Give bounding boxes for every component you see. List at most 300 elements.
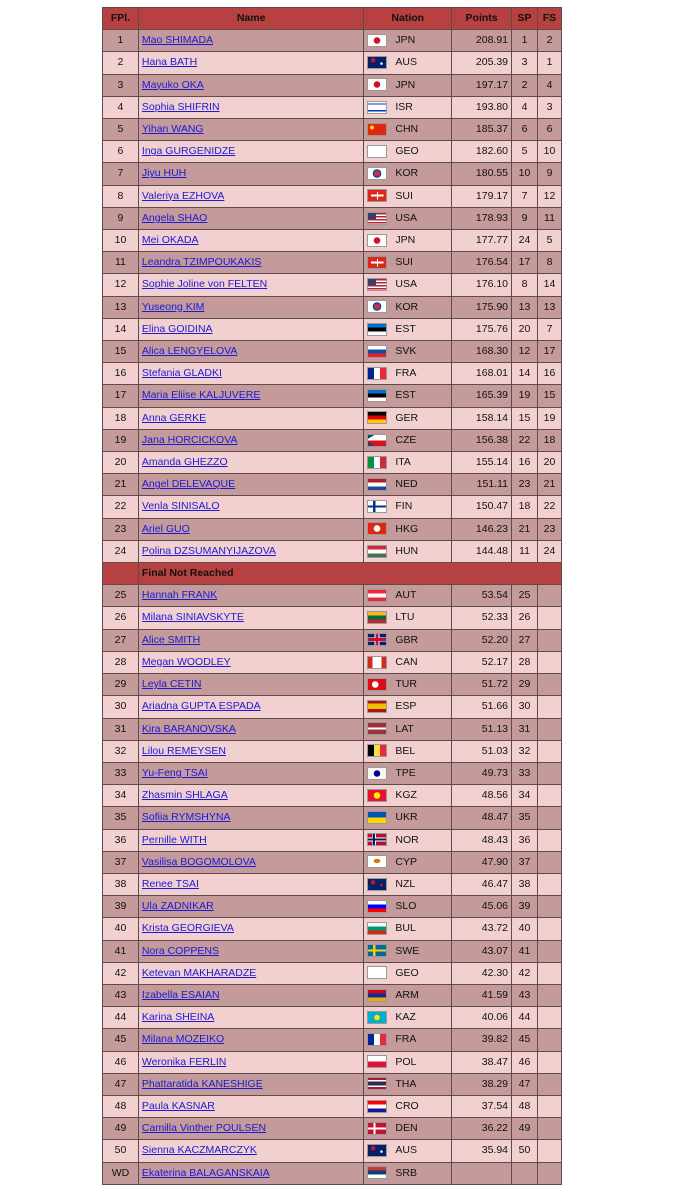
nation-cell <box>364 1162 452 1184</box>
flag-usa-icon <box>367 278 387 291</box>
nation-cell <box>364 1095 452 1117</box>
rank-cell: 33 <box>103 762 139 784</box>
table-row <box>103 896 562 918</box>
nation-code: HKG <box>395 522 419 535</box>
skater-link[interactable]: Nora COPPENS <box>141 944 219 957</box>
sp-cell: 29 <box>512 674 538 696</box>
name-cell <box>138 274 363 296</box>
flag-slo-icon <box>367 900 387 913</box>
sp-cell: 39 <box>512 896 538 918</box>
skater-link[interactable]: Yuseong KIM <box>141 300 205 313</box>
points-cell: 51.03 <box>452 740 512 762</box>
skater-link[interactable]: Hana BATH <box>141 56 198 69</box>
flag-aus-icon <box>367 1144 387 1157</box>
points-cell: 158.14 <box>452 407 512 429</box>
nation-cell <box>364 940 452 962</box>
skater-link[interactable]: Angela SHAO <box>141 211 208 224</box>
rank-cell: 40 <box>103 918 139 940</box>
skater-link[interactable]: Yu-Feng TSAI <box>141 766 208 779</box>
skater-link[interactable]: Ariadna GUPTA ESPADA <box>141 700 261 713</box>
fs-cell: 6 <box>537 119 561 141</box>
rank-cell: 48 <box>103 1095 139 1117</box>
skater-link[interactable]: Mei OKADA <box>141 234 199 247</box>
fs-cell: 2 <box>537 30 561 52</box>
flag-swe-icon <box>367 944 387 957</box>
skater-link[interactable]: Mao SHIMADA <box>141 34 214 47</box>
skater-link[interactable]: Sophie Joline von FELTEN <box>141 278 268 291</box>
header-nation[interactable]: Nation <box>364 8 452 30</box>
flag-aus-icon <box>367 56 387 69</box>
nation-code: SLO <box>395 900 417 913</box>
points-cell: 45.06 <box>452 896 512 918</box>
flag-cyp-icon <box>367 855 387 868</box>
rank-cell: 38 <box>103 873 139 895</box>
table-row <box>103 385 562 407</box>
points-cell: 43.72 <box>452 918 512 940</box>
skater-link[interactable]: Leandra TZIMPOUKAKIS <box>141 256 262 269</box>
rank-cell: 22 <box>103 496 139 518</box>
sp-cell: 8 <box>512 274 538 296</box>
nation-code: DEN <box>395 1122 418 1135</box>
sp-cell: 15 <box>512 407 538 429</box>
name-cell <box>138 474 363 496</box>
rank-cell: 2 <box>103 52 139 74</box>
skater-link[interactable]: Elina GOIDINA <box>141 322 213 335</box>
points-cell: 208.91 <box>452 30 512 52</box>
points-cell: 38.47 <box>452 1051 512 1073</box>
table-row <box>103 230 562 252</box>
flag-kaz-icon <box>367 1011 387 1024</box>
rank-cell: 35 <box>103 807 139 829</box>
name-cell <box>138 1118 363 1140</box>
skater-link[interactable]: Amanda GHEZZO <box>141 456 228 469</box>
rank-cell: 50 <box>103 1140 139 1162</box>
nation-code: GER <box>395 411 419 424</box>
name-cell <box>138 185 363 207</box>
sp-cell: 25 <box>512 585 538 607</box>
nation-code: FIN <box>395 500 413 513</box>
skater-link[interactable]: Phattaratida KANESHIGE <box>141 1077 263 1090</box>
points-cell: 151.11 <box>452 474 512 496</box>
table-row <box>103 452 562 474</box>
skater-link[interactable]: Renee TSAI <box>141 877 199 890</box>
section-divider <box>103 563 562 585</box>
fs-cell <box>537 651 561 673</box>
skater-link[interactable]: Izabella ESAIAN <box>141 988 220 1001</box>
flag-geo-icon <box>367 145 387 158</box>
table-row <box>103 674 562 696</box>
points-cell: 176.10 <box>452 274 512 296</box>
nation-cell <box>364 452 452 474</box>
fs-cell <box>537 918 561 940</box>
sp-cell: 34 <box>512 785 538 807</box>
header-sp[interactable]: SP <box>512 8 538 30</box>
flag-kor-icon <box>367 300 387 313</box>
name-cell <box>138 1029 363 1051</box>
table-row <box>103 207 562 229</box>
nation-cell <box>364 474 452 496</box>
skater-link[interactable]: Camilla Vinther POULSEN <box>141 1122 267 1135</box>
skater-link[interactable]: Alica LENGYELOVA <box>141 345 238 358</box>
section-label: Final Not Reached <box>138 563 561 585</box>
fs-cell <box>537 1073 561 1095</box>
name-cell <box>138 785 363 807</box>
fs-cell <box>537 829 561 851</box>
nation-cell <box>364 52 452 74</box>
table-row <box>103 651 562 673</box>
points-cell: 48.43 <box>452 829 512 851</box>
skater-link[interactable]: Maria Eliise KALJUVERE <box>141 389 261 402</box>
points-cell: 177.77 <box>452 230 512 252</box>
points-cell: 175.90 <box>452 296 512 318</box>
points-cell: 144.48 <box>452 540 512 562</box>
nation-code: TUR <box>395 678 417 691</box>
nation-cell <box>364 651 452 673</box>
name-cell <box>138 607 363 629</box>
skater-link[interactable]: Sophia SHIFRIN <box>141 100 220 113</box>
header-points[interactable]: Points <box>452 8 512 30</box>
rank-cell: 1 <box>103 30 139 52</box>
table-row <box>103 1118 562 1140</box>
flag-srb-icon <box>367 1166 387 1179</box>
sp-cell: 41 <box>512 940 538 962</box>
skater-link[interactable]: Kira BARANOVSKA <box>141 722 236 735</box>
table-row <box>103 1140 562 1162</box>
table-row <box>103 918 562 940</box>
rank-cell: 41 <box>103 940 139 962</box>
nation-code: NZL <box>395 877 416 890</box>
flag-sui-icon <box>367 189 387 202</box>
flag-ned-icon <box>367 478 387 491</box>
fs-cell <box>537 984 561 1006</box>
points-cell: 39.82 <box>452 1029 512 1051</box>
nation-code: BEL <box>395 744 416 757</box>
rank-cell: 31 <box>103 718 139 740</box>
skater-link[interactable]: Paula KASNAR <box>141 1099 215 1112</box>
flag-ukr-icon <box>367 811 387 824</box>
skater-link[interactable]: Mayuko OKA <box>141 78 204 91</box>
rank-cell: 21 <box>103 474 139 496</box>
table-row <box>103 718 562 740</box>
sp-cell: 3 <box>512 52 538 74</box>
skater-link[interactable]: Ula ZADNIKAR <box>141 900 214 913</box>
nation-cell <box>364 185 452 207</box>
table-row <box>103 629 562 651</box>
table-row <box>103 1007 562 1029</box>
fs-cell: 9 <box>537 163 561 185</box>
sp-cell: 40 <box>512 918 538 940</box>
sp-cell: 31 <box>512 718 538 740</box>
points-cell: 49.73 <box>452 762 512 784</box>
rank-cell: 44 <box>103 1007 139 1029</box>
sp-cell: 6 <box>512 119 538 141</box>
section-row <box>103 563 562 585</box>
name-cell <box>138 119 363 141</box>
nation-cell <box>364 518 452 540</box>
table-row <box>103 696 562 718</box>
points-cell: 43.07 <box>452 940 512 962</box>
nation-cell <box>364 1140 452 1162</box>
page-margin <box>0 0 8 1200</box>
nation-cell <box>364 918 452 940</box>
table-row <box>103 407 562 429</box>
sp-cell: 17 <box>512 252 538 274</box>
sp-cell: 49 <box>512 1118 538 1140</box>
name-cell <box>138 651 363 673</box>
nation-cell <box>364 119 452 141</box>
rank-cell: 43 <box>103 984 139 1006</box>
nation-code: NOR <box>395 833 419 846</box>
sp-cell: 5 <box>512 141 538 163</box>
skater-link[interactable]: Anna GERKE <box>141 411 207 424</box>
name-cell <box>138 429 363 451</box>
sp-cell: 35 <box>512 807 538 829</box>
flag-esp-icon <box>367 700 387 713</box>
fs-cell: 22 <box>537 496 561 518</box>
nation-cell <box>364 984 452 1006</box>
skater-link[interactable]: Alice SMITH <box>141 633 201 646</box>
rank-cell: 45 <box>103 1029 139 1051</box>
name-cell <box>138 407 363 429</box>
name-cell <box>138 962 363 984</box>
nation-cell <box>364 718 452 740</box>
name-cell <box>138 984 363 1006</box>
fs-cell <box>537 896 561 918</box>
nation-cell <box>364 1029 452 1051</box>
name-cell <box>138 718 363 740</box>
sp-cell: 19 <box>512 385 538 407</box>
nation-code: CYP <box>395 855 417 868</box>
sp-cell: 36 <box>512 829 538 851</box>
rank-cell: 4 <box>103 96 139 118</box>
rank-cell: 30 <box>103 696 139 718</box>
rank-cell: 23 <box>103 518 139 540</box>
table-row <box>103 851 562 873</box>
fs-cell <box>537 851 561 873</box>
skater-link[interactable]: Polina DZSUMANYIJAZOVA <box>141 544 276 557</box>
nation-code: NED <box>395 478 418 491</box>
name-cell <box>138 629 363 651</box>
fs-cell: 14 <box>537 274 561 296</box>
rank-cell: 29 <box>103 674 139 696</box>
skater-link[interactable]: Jiyu HUH <box>141 167 187 180</box>
nation-cell <box>364 785 452 807</box>
sp-cell: 16 <box>512 452 538 474</box>
rank-cell: 46 <box>103 1051 139 1073</box>
fs-cell <box>537 962 561 984</box>
skater-link[interactable]: Zhasmin SHLAGA <box>141 789 228 802</box>
header-rank[interactable]: FPl. <box>103 8 139 30</box>
sp-cell: 43 <box>512 984 538 1006</box>
flag-bul-icon <box>367 922 387 935</box>
skater-link[interactable]: Hannah FRANK <box>141 589 218 602</box>
points-cell: 51.66 <box>452 696 512 718</box>
skater-link[interactable]: Milana MOZEIKO <box>141 1033 225 1046</box>
nation-cell <box>364 674 452 696</box>
nation-code: SUI <box>395 256 413 269</box>
nation-code: LTU <box>395 611 415 624</box>
fs-cell <box>537 1051 561 1073</box>
skater-link[interactable]: Ketevan MAKHARADZE <box>141 966 257 979</box>
name-cell <box>138 52 363 74</box>
rank-cell: 39 <box>103 896 139 918</box>
name-cell <box>138 540 363 562</box>
sp-cell: 18 <box>512 496 538 518</box>
nation-code: TPE <box>395 766 416 779</box>
skater-link[interactable]: Inga GURGENIDZE <box>141 145 236 158</box>
fs-cell: 21 <box>537 474 561 496</box>
name-cell <box>138 1095 363 1117</box>
sp-cell: 20 <box>512 318 538 340</box>
sp-cell: 23 <box>512 474 538 496</box>
fs-cell: 23 <box>537 518 561 540</box>
header-name[interactable]: Name <box>138 8 363 30</box>
name-cell <box>138 762 363 784</box>
nation-cell <box>364 607 452 629</box>
fs-cell <box>537 762 561 784</box>
skater-link[interactable]: Ekaterina BALAGANSKAIA <box>141 1166 270 1179</box>
flag-cro-icon <box>367 1100 387 1113</box>
sp-cell: 14 <box>512 363 538 385</box>
points-cell: 52.20 <box>452 629 512 651</box>
skater-link[interactable]: Karina SHEINA <box>141 1011 215 1024</box>
name-cell <box>138 674 363 696</box>
skater-link[interactable]: Vasilisa BOGOMOLOVA <box>141 855 256 868</box>
name-cell <box>138 163 363 185</box>
sp-cell: 37 <box>512 851 538 873</box>
nation-cell <box>364 540 452 562</box>
skater-link[interactable]: Venla SINISALO <box>141 500 220 513</box>
skater-link[interactable]: Megan WOODLEY <box>141 655 231 668</box>
sp-cell: 21 <box>512 518 538 540</box>
fs-cell: 4 <box>537 74 561 96</box>
nation-cell <box>364 1007 452 1029</box>
skater-link[interactable]: Sofiia RYMSHYNA <box>141 811 231 824</box>
skater-link[interactable]: Yihan WANG <box>141 123 204 136</box>
nation-code: KAZ <box>395 1011 416 1024</box>
flag-den-icon <box>367 1122 387 1135</box>
sp-cell: 38 <box>512 873 538 895</box>
name-cell <box>138 696 363 718</box>
flag-geo-icon <box>367 966 387 979</box>
skater-link[interactable]: Jana HORCICKOVA <box>141 433 238 446</box>
nation-code: KOR <box>395 300 419 313</box>
fs-cell <box>537 674 561 696</box>
fs-cell <box>537 607 561 629</box>
nation-code: SVK <box>395 345 417 358</box>
skater-link[interactable]: Leyla CETIN <box>141 678 202 691</box>
skater-link[interactable]: Sienna KACZMARCZYK <box>141 1144 257 1157</box>
fs-cell: 16 <box>537 363 561 385</box>
fs-cell <box>537 696 561 718</box>
rank-cell: 10 <box>103 230 139 252</box>
header-row <box>103 8 562 30</box>
points-cell: 48.47 <box>452 807 512 829</box>
rank-cell: 11 <box>103 252 139 274</box>
rank-cell: 6 <box>103 141 139 163</box>
points-cell: 37.54 <box>452 1095 512 1117</box>
fs-cell: 15 <box>537 385 561 407</box>
sp-cell: 30 <box>512 696 538 718</box>
nation-cell <box>364 363 452 385</box>
table-row <box>103 1073 562 1095</box>
rank-cell: 42 <box>103 962 139 984</box>
skater-link[interactable]: Valeriya EZHOVA <box>141 189 225 202</box>
nation-code: ARM <box>395 988 419 1001</box>
flag-tha-icon <box>367 1077 387 1090</box>
points-cell: 38.29 <box>452 1073 512 1095</box>
name-cell <box>138 1073 363 1095</box>
points-cell: 47.90 <box>452 851 512 873</box>
points-cell: 182.60 <box>452 141 512 163</box>
flag-chn-icon <box>367 123 387 136</box>
nation-code: CRO <box>395 1099 419 1112</box>
flag-tpe-icon <box>367 767 387 780</box>
points-cell: 36.22 <box>452 1118 512 1140</box>
rank-cell: 12 <box>103 274 139 296</box>
fs-cell: 1 <box>537 52 561 74</box>
table-row <box>103 119 562 141</box>
flag-can-icon <box>367 656 387 669</box>
sp-cell: 13 <box>512 296 538 318</box>
skater-link[interactable]: Weronika FERLIN <box>141 1055 227 1068</box>
flag-usa-icon <box>367 212 387 225</box>
name-cell <box>138 807 363 829</box>
nation-cell <box>364 296 452 318</box>
fs-cell <box>537 1140 561 1162</box>
flag-lat-icon <box>367 722 387 735</box>
skater-link[interactable]: Milana SINIAVSKYTE <box>141 611 244 624</box>
table-row <box>103 363 562 385</box>
nation-code: ITA <box>395 456 411 469</box>
nation-cell <box>364 318 452 340</box>
skater-link[interactable]: Pernille WITH <box>141 833 207 846</box>
nation-code: JPN <box>395 34 416 47</box>
results-table <box>102 7 562 1185</box>
flag-hkg-icon <box>367 522 387 535</box>
table-row <box>103 585 562 607</box>
nation-cell <box>364 163 452 185</box>
sp-cell: 7 <box>512 185 538 207</box>
points-cell: 156.38 <box>452 429 512 451</box>
nation-code: JPN <box>395 78 416 91</box>
table-row <box>103 1095 562 1117</box>
name-cell <box>138 1007 363 1029</box>
sp-cell: 28 <box>512 651 538 673</box>
nation-code: CZE <box>395 433 417 446</box>
nation-code: POL <box>395 1055 417 1068</box>
skater-link[interactable]: Ariel GUO <box>141 522 190 535</box>
table-row <box>103 540 562 562</box>
name-cell <box>138 96 363 118</box>
header-fs[interactable]: FS <box>537 8 561 30</box>
final-rows <box>103 30 562 563</box>
skater-link[interactable]: Stefania GLADKI <box>141 367 222 380</box>
flag-fra-icon <box>367 367 387 380</box>
nation-cell <box>364 30 452 52</box>
skater-link[interactable]: Lilou REMEYSEN <box>141 744 226 757</box>
fs-cell: 12 <box>537 185 561 207</box>
nation-cell <box>364 585 452 607</box>
fs-cell <box>537 1118 561 1140</box>
skater-link[interactable]: Angel DELEVAQUE <box>141 478 236 491</box>
fs-cell: 5 <box>537 230 561 252</box>
flag-tur-icon <box>367 678 387 691</box>
nation-code: CAN <box>395 655 418 668</box>
rank-cell: 9 <box>103 207 139 229</box>
skater-link[interactable]: Krista GEORGIEVA <box>141 922 234 935</box>
points-cell: 178.93 <box>452 207 512 229</box>
